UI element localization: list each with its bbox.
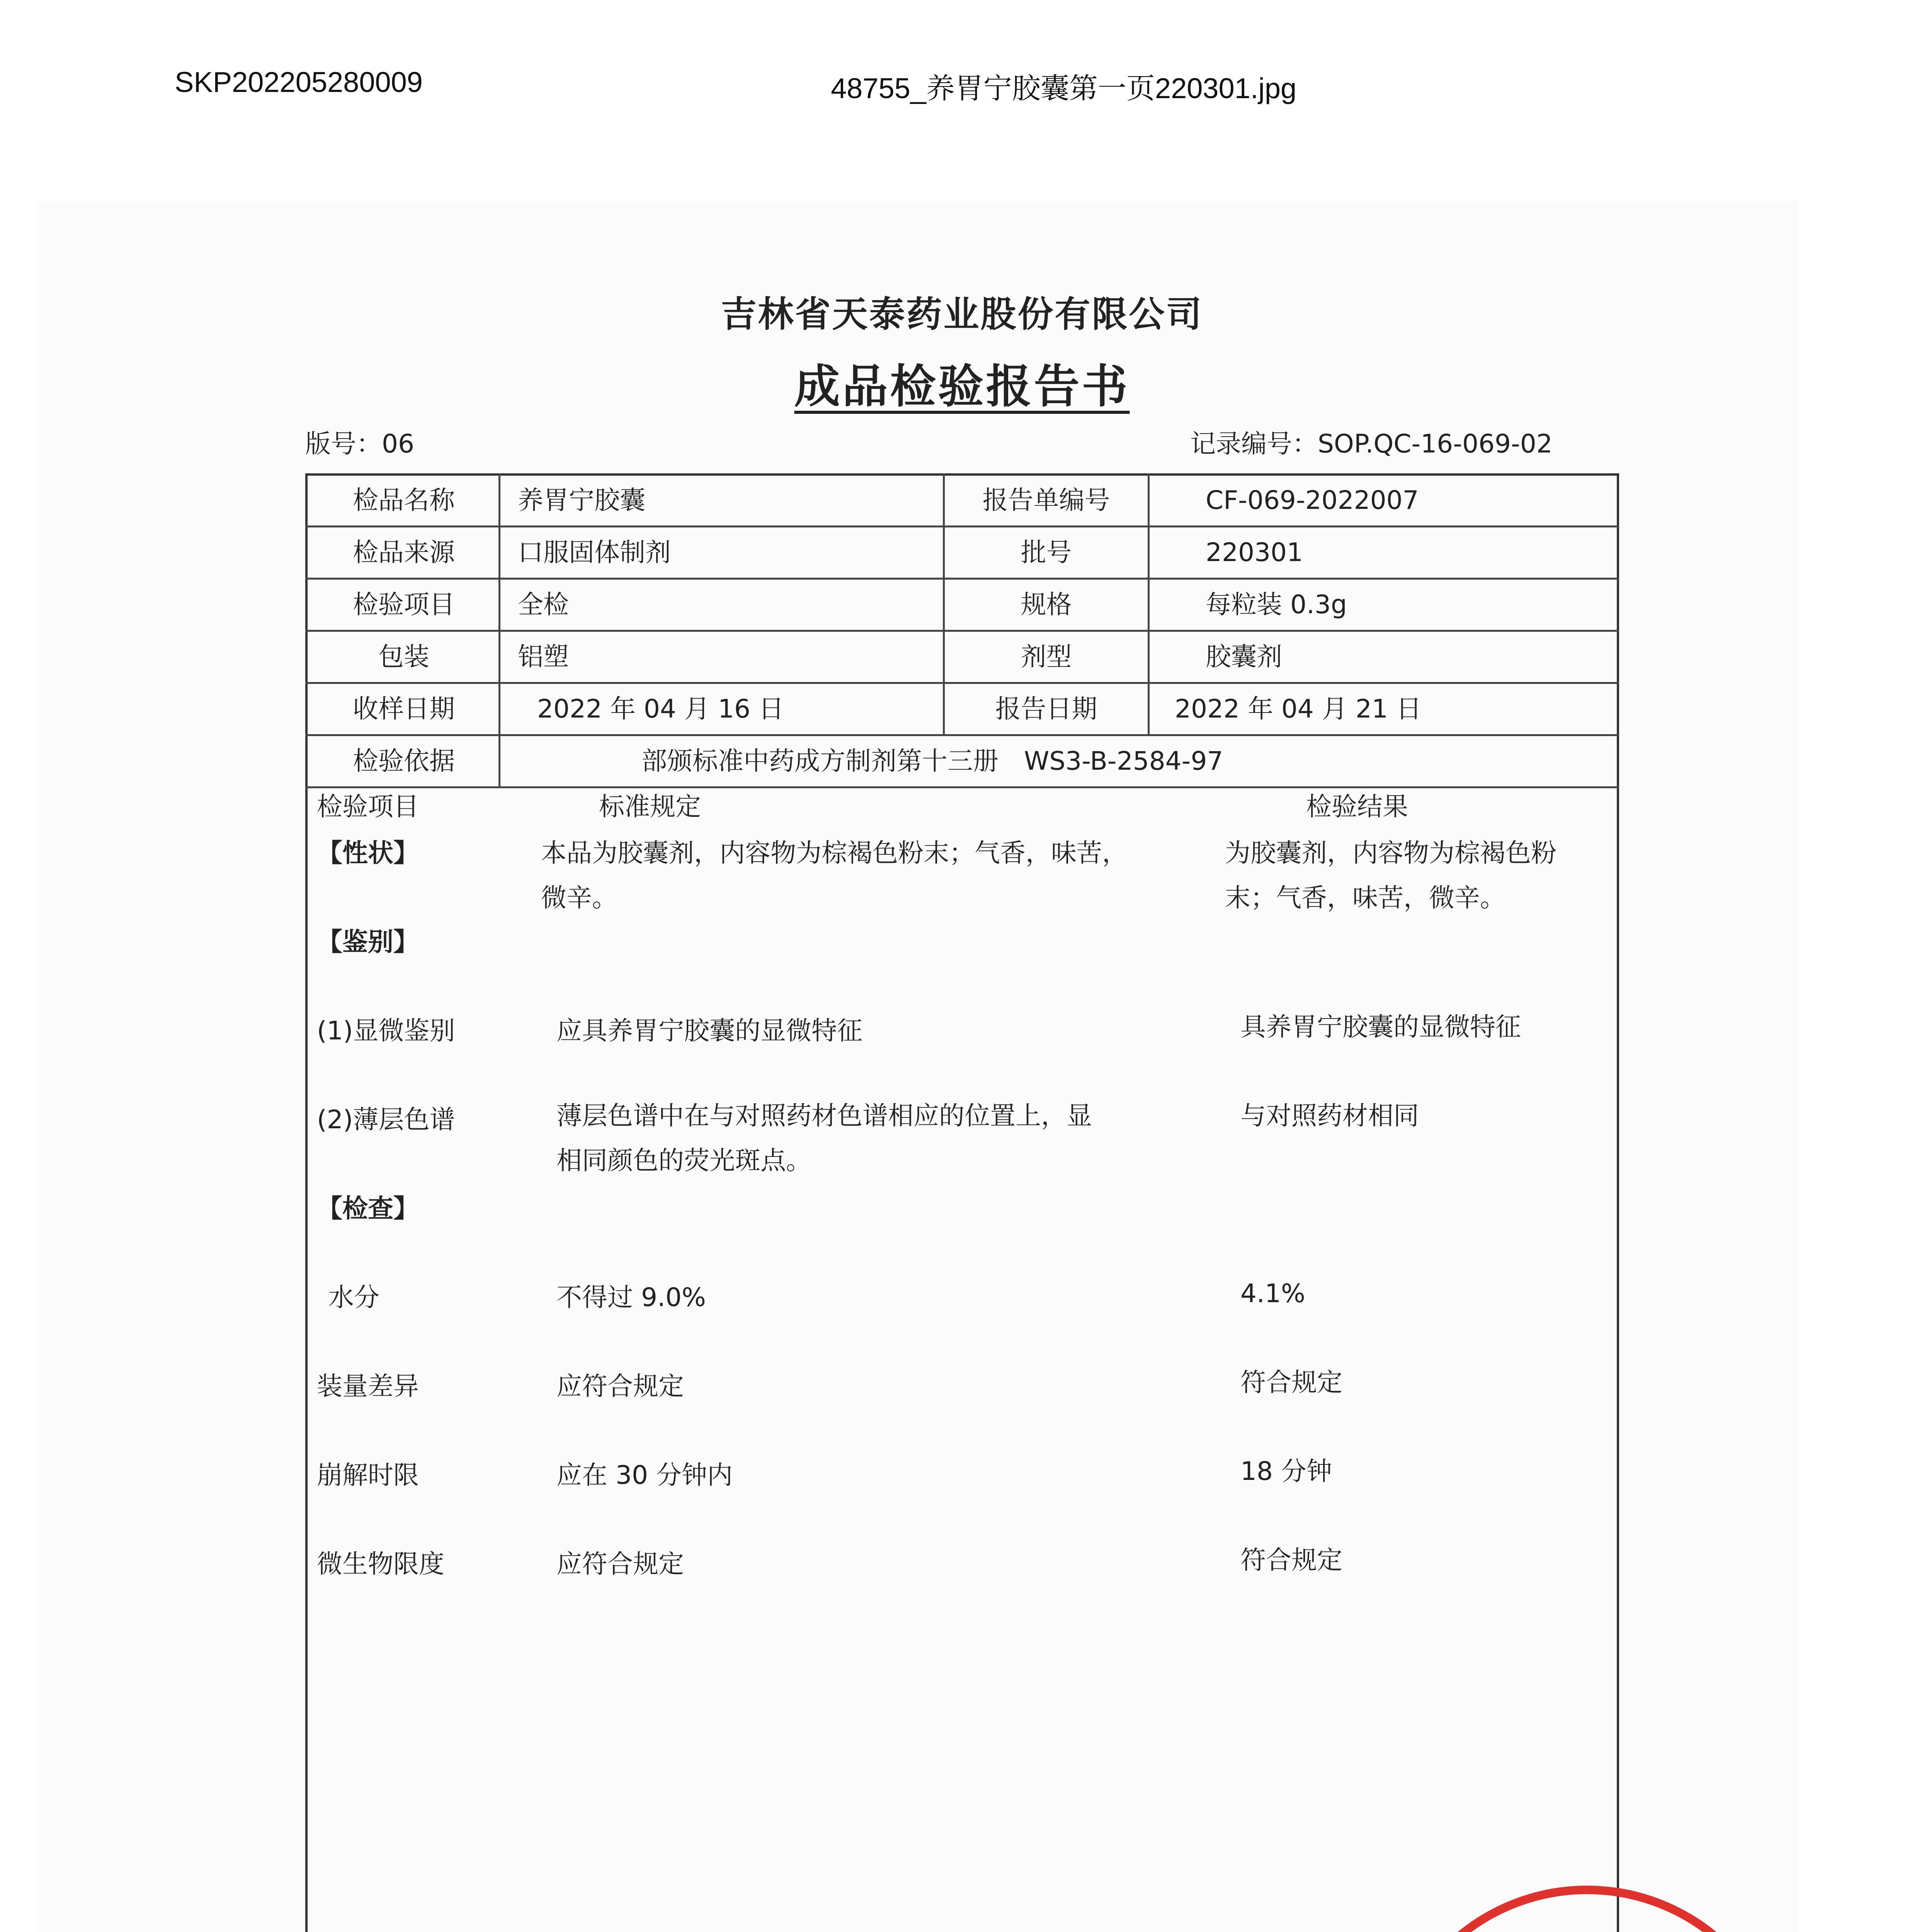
- version-number: 版号：06: [305, 429, 414, 459]
- row-divider: [305, 526, 1619, 527]
- appearance-standard-line: 本品为胶囊剂，内容物为棕褐色粉末；气香，味苦，: [541, 838, 1128, 868]
- col-header-item: 检验项目: [317, 792, 419, 821]
- label-packaging: 包装: [378, 642, 429, 672]
- receive-date: 2022 年 04 月 16 日: [537, 694, 784, 724]
- label-dosage-form: 剂型: [1021, 642, 1072, 672]
- document-title: [0, 350, 1924, 415]
- fill-weight-result: 符合规定: [1240, 1367, 1342, 1397]
- water-standard: 不得过 9.0%: [556, 1282, 706, 1312]
- label-test-item: 检验项目: [353, 590, 455, 619]
- test-item: 全检: [518, 590, 569, 619]
- label-spec: 规格: [1021, 590, 1072, 619]
- appearance-result-line: 为胶囊剂，内容物为棕褐色粉: [1225, 838, 1557, 868]
- scan-header-filename: 48755_养胃宁胶囊第一页220301.jpg: [831, 72, 1297, 104]
- disintegration-standard: 应在 30 分钟内: [556, 1460, 733, 1490]
- dosage-form: 胶囊剂: [1206, 642, 1282, 672]
- appearance-standard-line: 微辛。: [541, 883, 618, 913]
- row-divider: [305, 786, 1619, 788]
- source: 口服固体制剂: [518, 537, 671, 567]
- appearance-result-line: 末；气香，味苦，微辛。: [1225, 883, 1506, 913]
- section-tests: 【检查】: [317, 1194, 419, 1223]
- row-divider: [305, 578, 1619, 580]
- label-batch: 批号: [1021, 537, 1072, 567]
- label-test-basis: 检验依据: [353, 746, 455, 776]
- product-name: 养胃宁胶囊: [518, 485, 645, 515]
- label-receive-date: 收样日期: [353, 694, 455, 724]
- identification-1-standard: 应具养胃宁胶囊的显微特征: [556, 1016, 862, 1046]
- identification-2-standard-line: 相同颜色的荧光斑点。: [556, 1146, 811, 1175]
- row-divider: [305, 682, 1619, 684]
- water-result: 4.1%: [1240, 1279, 1305, 1308]
- col-divider: [498, 473, 500, 786]
- company-name: 吉林省天泰药业股份有限公司: [721, 294, 1203, 335]
- disintegration-item: 崩解时限: [317, 1460, 419, 1490]
- disintegration-result: 18 分钟: [1240, 1456, 1332, 1486]
- identification-1-result: 具养胃宁胶囊的显微特征: [1240, 1012, 1521, 1042]
- fill-weight-item: 装量差异: [317, 1371, 419, 1401]
- document-title-text: 成品检验报告书: [794, 360, 1130, 413]
- identification-1-item: (1)显微鉴别: [317, 1016, 455, 1046]
- section-identification: 【鉴别】: [317, 927, 419, 957]
- identification-2-result: 与对照药材相同: [1240, 1101, 1419, 1131]
- row-divider: [305, 734, 1619, 736]
- label-report-number: 报告单编号: [982, 485, 1110, 515]
- scan-header-left: SKP202205280009: [175, 66, 423, 98]
- microbial-standard: 应符合规定: [556, 1549, 684, 1579]
- col-header-standard: 标准规定: [599, 792, 701, 821]
- row-divider: [305, 630, 1619, 632]
- appearance-result: [1225, 831, 1557, 920]
- packaging: 铝塑: [518, 642, 569, 672]
- col-divider: [1148, 473, 1150, 734]
- col-header-result: 检验结果: [1306, 792, 1408, 821]
- label-product-name: 检品名称: [353, 485, 455, 515]
- test-basis: 部颁标准中药成方制剂第十三册 WS3-B-2584-97: [641, 746, 1223, 776]
- microbial-result: 符合规定: [1240, 1545, 1342, 1575]
- report-number: CF-069-2022007: [1206, 485, 1419, 515]
- identification-2-standard: [556, 1094, 1092, 1183]
- fill-weight-standard: 应符合规定: [556, 1371, 684, 1401]
- appearance-standard: [541, 831, 1128, 920]
- section-appearance: 【性状】: [317, 838, 419, 868]
- water-item: 水分: [328, 1282, 379, 1312]
- batch-number: 220301: [1206, 537, 1303, 567]
- record-number: 记录编号：SOP.QC-16-069-02: [1190, 429, 1553, 459]
- report-date: 2022 年 04 月 21 日: [1175, 694, 1422, 724]
- label-report-date: 报告日期: [995, 694, 1097, 724]
- specification: 每粒装 0.3g: [1206, 590, 1347, 619]
- microbial-item: 微生物限度: [317, 1549, 444, 1579]
- report-table: [305, 473, 1619, 1932]
- label-source: 检品来源: [353, 537, 455, 567]
- identification-2-standard-line: 薄层色谱中在与对照药材色谱相应的位置上，显: [556, 1101, 1092, 1131]
- identification-2-item: (2)薄层色谱: [317, 1105, 455, 1134]
